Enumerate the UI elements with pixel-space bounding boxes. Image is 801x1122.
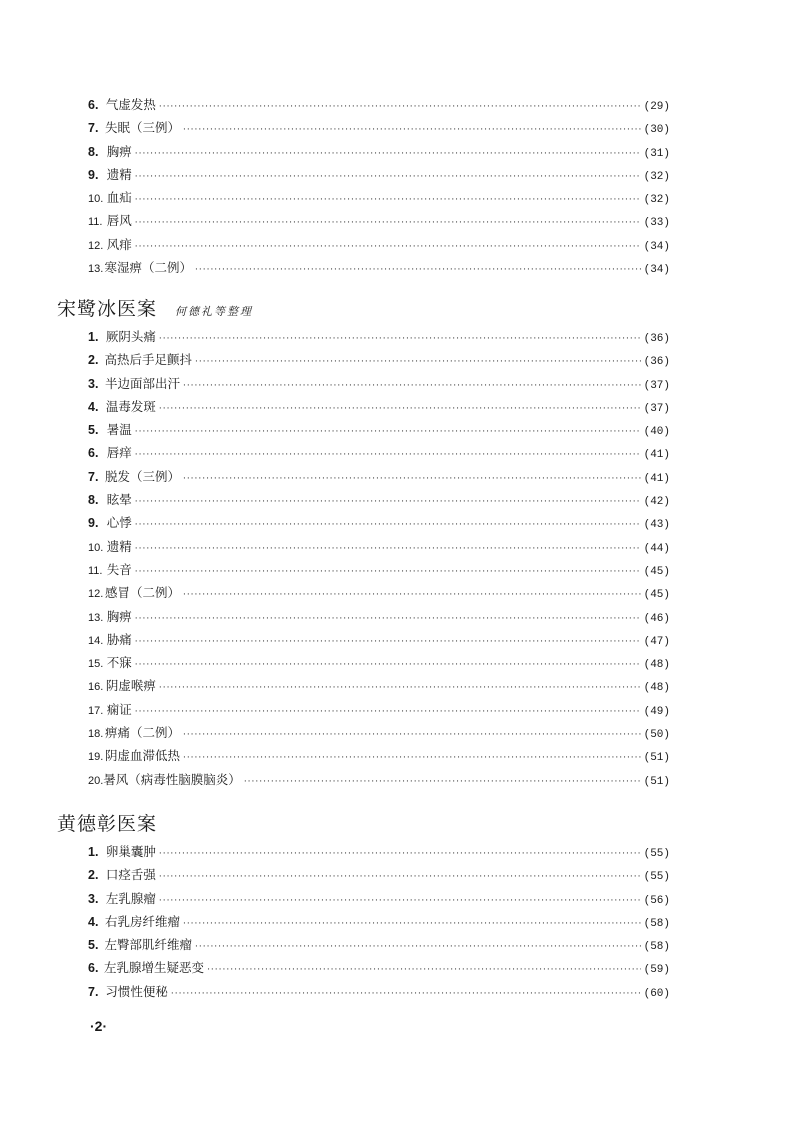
entry-number: 5. <box>88 938 99 953</box>
leader-dots <box>135 654 641 677</box>
toc-entry <box>88 674 670 697</box>
entry-number: 19. <box>88 751 104 764</box>
leader-dots <box>135 701 641 724</box>
entry-title: 血疝 <box>106 190 132 206</box>
entry-title: 暑温 <box>106 422 132 438</box>
toc-entry <box>88 535 670 558</box>
leader-dots <box>135 143 641 166</box>
toc-entry <box>88 116 670 139</box>
toc-entry <box>88 233 670 256</box>
entry-page: (60) <box>643 987 670 1000</box>
leader-dots <box>171 983 641 1006</box>
entry-page: (58) <box>643 941 670 954</box>
entry-title: 阴虚血滞低热 <box>104 748 180 764</box>
toc-entry <box>88 93 670 116</box>
leader-dots <box>159 328 641 351</box>
entry-number: 10. <box>88 193 104 206</box>
toc-entry <box>88 651 670 674</box>
toc-entry <box>88 186 670 209</box>
entry-page: (31) <box>643 147 670 160</box>
entry-title: 脱发（三例） <box>104 468 180 484</box>
leader-dots <box>183 584 641 607</box>
toc-entry <box>88 395 670 418</box>
entry-title: 失音 <box>106 561 132 577</box>
entry-number: 7. <box>88 984 99 999</box>
entry-number: 13. <box>88 263 104 276</box>
entry-page: (55) <box>643 848 670 860</box>
entry-number: 15. <box>88 658 104 671</box>
entry-title: 唇风 <box>106 213 132 229</box>
leader-dots <box>183 747 641 770</box>
leader-dots <box>195 351 641 374</box>
toc-entry <box>88 465 670 488</box>
entry-page: (36) <box>643 356 670 369</box>
entry-title: 不寐 <box>106 655 132 671</box>
entry-page: (30) <box>643 124 670 137</box>
entry-number: 12. <box>88 588 104 601</box>
entry-page: (58) <box>643 917 670 930</box>
entry-page: (37) <box>643 402 670 415</box>
leader-dots <box>183 724 641 747</box>
leader-dots <box>135 538 641 561</box>
entry-page: (40) <box>643 426 670 439</box>
entry-number: 14. <box>88 634 104 647</box>
toc-entry <box>88 721 670 744</box>
toc-entry <box>88 933 670 956</box>
leader-dots <box>135 608 641 631</box>
entry-page: (32) <box>643 170 670 183</box>
toc-entry <box>88 605 670 628</box>
entry-title: 风痱 <box>106 236 132 252</box>
entry-title: 卵巢囊肿 <box>105 844 156 859</box>
leader-dots <box>159 890 641 913</box>
entry-page: (48) <box>643 659 670 672</box>
leader-dots <box>135 166 641 189</box>
entry-title: 习惯性便秘 <box>105 983 168 999</box>
entry-title: 高热后手足颤抖 <box>104 352 192 368</box>
toc-entry <box>88 441 670 464</box>
entry-page: (34) <box>643 264 670 277</box>
toc-entry <box>88 698 670 721</box>
entry-page: (41) <box>643 472 670 485</box>
entry-number: 8. <box>88 144 99 159</box>
section-editor: 何德礼等整理 <box>175 305 254 318</box>
entry-number: 2. <box>88 353 99 368</box>
entry-page: (48) <box>643 682 670 695</box>
entry-number: 5. <box>88 423 99 438</box>
entry-title: 暑风（病毒性脑膜脑炎） <box>103 771 241 787</box>
entry-number: 1. <box>88 845 99 859</box>
entry-page: (46) <box>643 612 670 625</box>
section-title: 黄德彰医案 <box>57 813 158 835</box>
entry-page: (59) <box>643 964 670 977</box>
leader-dots <box>195 259 641 282</box>
entry-page: (36) <box>643 333 670 345</box>
entry-page: (45) <box>643 589 670 602</box>
entry-title: 遗精 <box>106 166 132 182</box>
entry-number: 16. <box>88 681 104 694</box>
entry-number: 13. <box>88 611 104 624</box>
entry-title: 痫证 <box>106 701 132 717</box>
entry-number: 2. <box>88 868 99 883</box>
entry-number: 3. <box>88 376 99 391</box>
entry-number: 4. <box>88 399 99 414</box>
leader-dots <box>159 866 641 889</box>
leader-dots <box>135 421 641 444</box>
entry-title: 左臀部肌纤维瘤 <box>104 937 192 953</box>
entry-number: 9. <box>88 167 99 182</box>
toc-section-song-lubing <box>88 325 670 791</box>
leader-dots <box>135 189 641 212</box>
toc-entry <box>88 558 670 581</box>
toc-entry <box>88 980 670 1003</box>
entry-number: 11. <box>88 564 103 577</box>
entry-title: 遗精 <box>106 538 132 554</box>
toc-entry <box>88 511 670 534</box>
entry-title: 左乳腺瘤 <box>105 890 156 906</box>
entry-number: 8. <box>88 493 99 508</box>
leader-dots <box>135 236 641 259</box>
toc-entry <box>88 372 670 395</box>
entry-number: 9. <box>88 516 99 531</box>
toc-entry <box>88 209 670 232</box>
entry-title: 厥阴头痛 <box>105 329 156 344</box>
entry-title: 失眠（三例） <box>104 120 180 136</box>
entry-title: 眩晕 <box>106 492 132 508</box>
entry-title: 痹痛（二例） <box>104 725 180 741</box>
entry-title: 阴虚喉痹 <box>105 678 156 694</box>
entry-number: 3. <box>88 891 99 906</box>
leader-dots <box>135 561 641 584</box>
leader-dots <box>183 375 641 398</box>
toc-entry <box>88 325 670 348</box>
entry-page: (33) <box>643 217 670 230</box>
toc-entry <box>88 840 670 863</box>
entry-title: 感冒（二例） <box>104 585 180 601</box>
entry-number: 10. <box>88 541 104 554</box>
entry-number: 17. <box>88 704 104 717</box>
leader-dots <box>159 677 641 700</box>
entry-title: 心悸 <box>106 515 132 531</box>
entry-number: 18. <box>88 728 104 741</box>
toc-section-continued <box>88 93 670 279</box>
toc-entry <box>88 863 670 886</box>
toc-entry <box>88 581 670 604</box>
entry-page: (32) <box>643 194 670 207</box>
entry-number: 4. <box>88 914 99 929</box>
entry-title: 胁痛 <box>106 631 132 647</box>
leader-dots <box>183 468 641 491</box>
leader-dots <box>183 913 641 936</box>
entry-title: 唇痒 <box>106 445 132 461</box>
toc-entry <box>88 628 670 651</box>
entry-title: 右乳房纤维瘤 <box>104 913 180 929</box>
toc-entry <box>88 488 670 511</box>
leader-dots <box>135 631 641 654</box>
section-heading-song-lubing <box>57 294 253 321</box>
toc-entry <box>88 418 670 441</box>
entry-page: (29) <box>643 101 670 113</box>
entry-page: (49) <box>643 705 670 718</box>
entry-page: (37) <box>643 379 670 392</box>
leader-dots <box>135 444 641 467</box>
toc-entry <box>88 887 670 910</box>
entry-page: (45) <box>643 565 670 578</box>
entry-title: 寒湿痹（二例） <box>104 260 192 276</box>
entry-page: (44) <box>643 542 670 555</box>
leader-dots <box>183 119 641 142</box>
entry-page: (56) <box>643 894 670 907</box>
toc-entry <box>88 910 670 933</box>
toc-entry <box>88 348 670 371</box>
entry-page: (42) <box>643 496 670 509</box>
toc-entry <box>88 956 670 979</box>
entry-title: 温毒发斑 <box>105 398 156 414</box>
entry-page: (47) <box>643 635 670 648</box>
entry-number: 7. <box>88 469 99 484</box>
entry-title: 气虚发热 <box>105 97 156 112</box>
toc-entry <box>88 768 670 791</box>
toc-entry <box>88 140 670 163</box>
entry-page: (55) <box>643 871 670 884</box>
leader-dots <box>244 771 641 794</box>
entry-number: 6. <box>88 446 99 461</box>
toc-entry <box>88 256 670 279</box>
entry-number: 6. <box>88 961 99 976</box>
entry-number: 6. <box>88 98 99 112</box>
entry-title: 半边面部出汗 <box>104 375 180 391</box>
page-number: ·2· <box>90 1018 108 1034</box>
toc-section-huang-dezhang <box>88 840 670 1003</box>
entry-number: 11. <box>88 216 103 229</box>
entry-page: (51) <box>643 752 670 765</box>
leader-dots <box>135 514 641 537</box>
entry-title: 胸痹 <box>106 608 132 624</box>
entry-number: 1. <box>88 330 99 344</box>
entry-page: (43) <box>643 519 670 532</box>
entry-page: (50) <box>643 729 670 742</box>
entry-title: 口痉舌强 <box>105 867 156 883</box>
entry-page: (41) <box>643 449 670 462</box>
leader-dots <box>159 96 641 119</box>
section-heading-huang-dezhang <box>57 809 157 836</box>
leader-dots <box>159 843 641 866</box>
entry-number: 12. <box>88 239 104 252</box>
toc-entry <box>88 163 670 186</box>
entry-number: 7. <box>88 121 99 136</box>
leader-dots <box>135 212 641 235</box>
entry-page: (34) <box>643 240 670 253</box>
entry-number: 20. <box>88 774 104 787</box>
leader-dots <box>207 959 641 982</box>
entry-title: 胸痹 <box>106 143 132 159</box>
entry-title: 左乳腺增生疑恶变 <box>104 960 205 976</box>
leader-dots <box>159 398 641 421</box>
toc-entry <box>88 744 670 767</box>
entry-page: (51) <box>643 775 670 788</box>
section-title: 宋鹭冰医案 <box>57 298 158 320</box>
leader-dots <box>195 936 641 959</box>
leader-dots <box>135 491 641 514</box>
